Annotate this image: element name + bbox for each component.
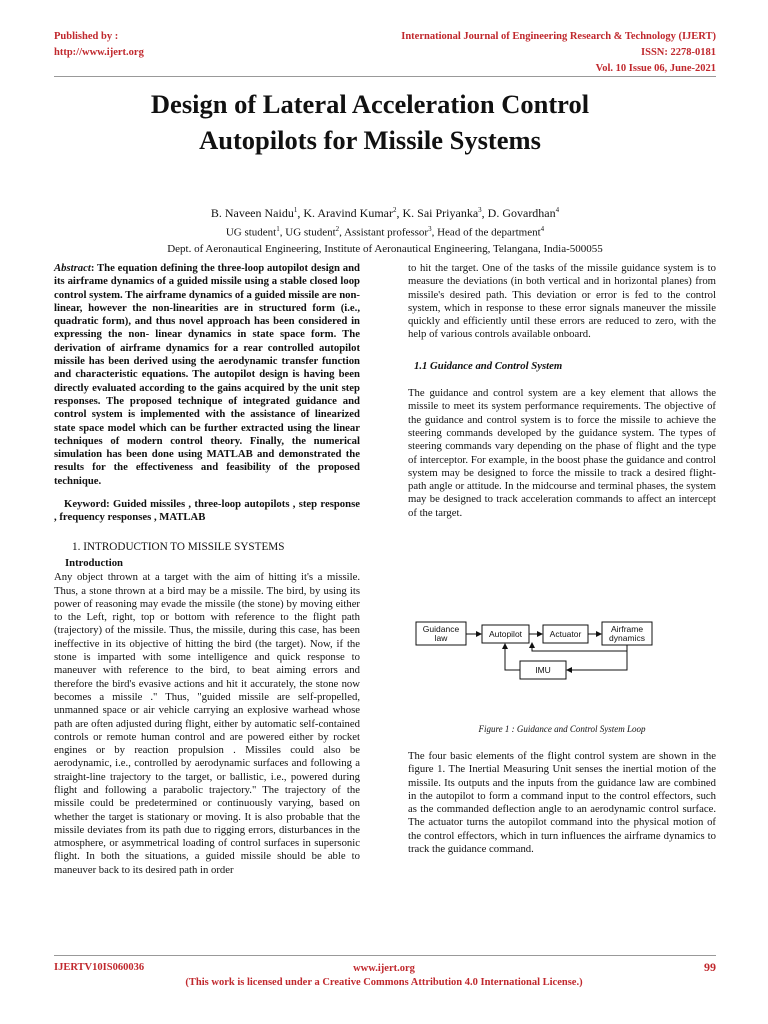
flight-control-paragraph: The four basic elements of the flight control system are shown in the figure 1. The Inertial Measuring Unit senses the inertial motion of the missile. Its outputs and the inputs from the guidance law are combined in the autopilot to form a command input to the control effectors, such as the commanded deflection angle to an aerodynamic control surface. The actuator turns the autopilot command into the physical motion of the control effectors, which in turn influences the airframe dynamics to track the guidance command. (408, 750, 716, 856)
affiliation: Dept. of Aeronautical Engineering, Institute of Aeronautical Engineering, Telangana, India-500055 (167, 242, 603, 255)
gnc-paragraph: The guidance and control system are a key element that allows the missile to meet its system performance requirements. The objective of the guidance and control system is to force the missile to achieve the steering commands developed by the guidance system. The types of steering commands vary depending on the phase of flight and the type of interceptor. For example, in the boost phase the guidance and control system may be designed to force the missile to track a desired flight-path angle or attitude. In the midcourse and terminal phases, the system may be designed to track acceleration commands to affect an intercept of the target. (408, 387, 716, 519)
header-left (54, 29, 144, 61)
published-by: Published by : (54, 31, 119, 42)
author-roles: UG student$^1$, UG student$^2$, Assistant professor$^3$, Head of the department$^4$ (225, 225, 545, 239)
guidance-law-label-2: law (434, 633, 448, 643)
airframe-label-2: dynamics (609, 633, 645, 643)
paper-title: Design of Lateral Acceleration Control Autopilots for Missile Systems (150, 89, 590, 155)
author-3-sup: 3 (478, 206, 482, 214)
arrow-imu-autopilot (505, 644, 520, 670)
author-2: K. Aravind Kumar (303, 206, 393, 220)
subsection-heading: Introduction (65, 556, 124, 569)
author-block (54, 202, 716, 257)
guidance-law-label-1: Guidance (422, 624, 460, 634)
arrow-airframe-imu (567, 645, 627, 670)
abstract-text: : The equation defining the three-loop autopilot design and its airframe dynamics of a guided missile using a stable closed loop control system. The airframe dynamics of a guided missile are non-linear, however the non-linearities are in structured form (i.e., quadratic form), and thus novel approach has been considered in expressing the non- linear dynamics in state space form. The derivation of airframe dynamics for a rear controlled autopilot missile has been derived using the aerodynamic transfer function and characteristic equations. The autopilot design is having been directly evaluated according to the gains acquired by the unit step responses. The proposed technique of integrated guidance and control system is implemented with the assistance of linearized state space model which can be further extracted using the linear techniques of modern control theory. Finally, the numerical simulation has been done using MATLAB and demonstrated the results for the effectiveness and feasibility of the proposed technique. (54, 262, 360, 487)
role-1-sup: 1 (276, 225, 280, 233)
abstract (54, 262, 360, 488)
volume-issue: Vol. 10 Issue 06, June-2021 (595, 63, 716, 74)
footer-url-link[interactable]: www.ijert.org (353, 963, 415, 974)
author-2-sup: 2 (393, 206, 397, 214)
footer-center (0, 962, 768, 990)
author-4: D. Govardhan (487, 206, 556, 220)
role-2-sup: 2 (335, 225, 340, 233)
header-divider (54, 76, 716, 77)
paper-id: IJERTV10IS060036 (54, 962, 145, 973)
imu-label: IMU (535, 665, 551, 675)
figure-caption: Figure 1 : Guidance and Control System Loop (478, 724, 646, 734)
abstract-label: Abstract (54, 262, 91, 274)
role-4: Head of the department (437, 226, 541, 239)
control-loop-diagram (412, 615, 674, 695)
right-column-lower (408, 750, 716, 856)
role-3: Assistant professor (344, 226, 429, 239)
author-4-sup: 4 (555, 206, 560, 214)
left-column (54, 262, 360, 877)
role-3-sup: 3 (428, 225, 432, 233)
role-4-sup: 4 (540, 225, 545, 233)
section-heading: 1. INTRODUCTION TO MISSILE SYSTEMS (72, 540, 285, 553)
keywords: Keyword: Guided missiles , three-loop autopilots , step response , frequency responses , MATLAB (54, 498, 360, 524)
subsection-1-1-heading: 1.1 Guidance and Control System (414, 359, 563, 372)
license-text: (This work is licensed under a Creative Commons Attribution 4.0 International License.) (185, 977, 583, 988)
guidance-paragraph: to hit the target. One of the tasks of the missile guidance system is to measure the deviations (in both vertical and in horizontal planes) from missile's desired path. This deviation or error is fed to the control system, which in response to these error signals maneuver the missile quickly and efficiently until these errors are reduced to zero, with the help of various controls available onboard. (408, 262, 716, 341)
author-1-sup: 1 (293, 206, 298, 214)
right-column (408, 262, 716, 520)
header-url-link[interactable]: http://www.ijert.org (54, 47, 144, 58)
footer-divider (54, 955, 716, 956)
autopilot-label: Autopilot (488, 629, 523, 639)
author-1: B. Naveen Naidu (210, 206, 294, 220)
page-number: 99 (704, 960, 716, 974)
role-2: UG student (285, 226, 336, 239)
issn: ISSN: 2278-0181 (641, 47, 716, 58)
role-1: UG student (225, 226, 277, 239)
journal-name: International Journal of Engineering Research & Technology (IJERT) (401, 31, 716, 42)
header-right (401, 29, 716, 77)
intro-body: Any object thrown at a target with the aim of hitting it's a missile. Thus, a stone thrown at a bird may be a missile. The bird, by using its power of reasoning may evade the missile (the stone) by moving either to the Left, right, top or bottom with reference to the flight path (trajectory) of the missile. Thus, the missile, during this case, has been ineffective in its objective of hitting the bird (the target). Now, if the stone is imparted with some intelligence and quick response to maneuver with reference to the bird, to beat aiming errors and therefore the bird's evasive actions and hit it accurately, the stone now becomes a missile ." Thus, "guided missile are self-propelled, unmanned space or air vehicle carrying an explosive warhead whose path are often adjusted during flight, either by automatic self-contained controls or remote human control and are powered either by rocket engines or by reaction propulsion . Missiles could also be aerodynamic, i.e., controlled by aerodynamic surfaces and following a straight-line trajectory to the target, or ballistic, i.e., powered during flight and following a parabolic trajectory." The trajectory of the missile could be predetermined or continuously varying, based on whether the target is stationary or moving. It is also probable that the missile deviates from its path due to rigging errors, disturbances in the atmosphere, or asymmetrical loading of control surfaces in supersonic flight. In both the situations, a guided missile should be able to maneuver back to its desired path in order (54, 571, 360, 876)
author-names: B. Naveen Naidu$^1$, K. Aravind Kumar$^2$, K. Sai Priyanka$^3$, D. Govardhan$^4$ (210, 206, 560, 220)
airframe-label-1: Airframe (610, 624, 644, 634)
author-3: K. Sai Priyanka (402, 206, 479, 220)
actuator-label: Actuator (549, 629, 582, 639)
